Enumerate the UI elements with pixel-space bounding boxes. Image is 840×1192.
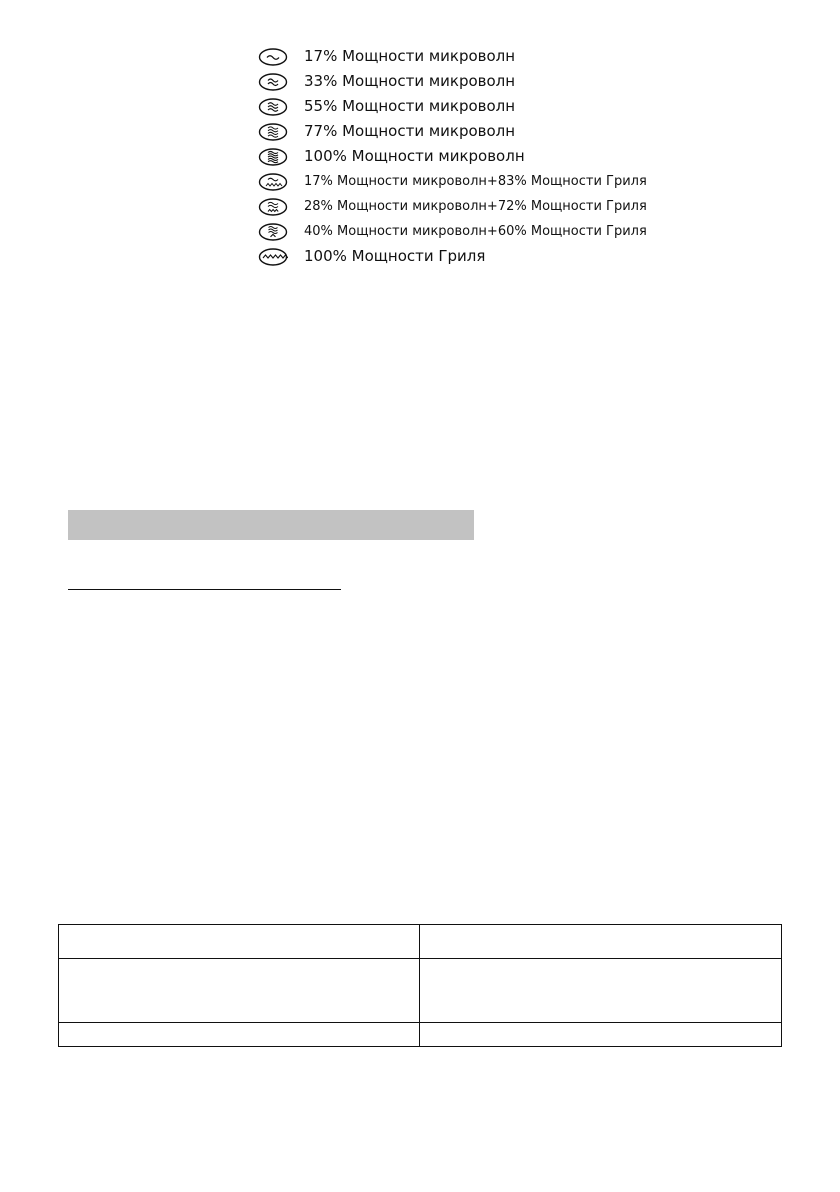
power-level-item bbox=[258, 244, 647, 269]
table-row bbox=[59, 925, 782, 959]
power-level-item bbox=[258, 219, 647, 244]
table-cell bbox=[59, 925, 420, 959]
table-cell bbox=[420, 925, 782, 959]
table-cell bbox=[420, 1023, 782, 1047]
microwave-3-waves-icon bbox=[258, 97, 288, 117]
power-level-label: 77% Мощности микроволн bbox=[304, 122, 516, 140]
power-level-label: 100% Мощности микроволн bbox=[304, 147, 525, 165]
section-heading-bar bbox=[68, 510, 474, 540]
power-level-list bbox=[258, 44, 647, 269]
power-level-label: 40% Мощности микроволн+60% Мощности Гриля bbox=[304, 224, 647, 239]
power-level-item bbox=[258, 119, 647, 144]
power-level-item bbox=[258, 69, 647, 94]
table-cell bbox=[59, 1023, 420, 1047]
power-level-label: 100% Мощности Гриля bbox=[304, 247, 486, 265]
table-row bbox=[59, 959, 782, 1023]
combi-2-icon bbox=[258, 197, 288, 217]
microwave-2-waves-icon bbox=[258, 72, 288, 92]
table-cell bbox=[420, 959, 782, 1023]
microwave-1-wave-icon bbox=[258, 47, 288, 67]
power-level-label: 55% Мощности микроволн bbox=[304, 97, 516, 115]
power-level-item bbox=[258, 194, 647, 219]
power-level-label: 33% Мощности микроволн bbox=[304, 72, 516, 90]
power-level-item bbox=[258, 44, 647, 69]
microwave-full-icon bbox=[258, 147, 288, 167]
power-level-label: 28% Мощности микроволн+72% Мощности Гриля bbox=[304, 199, 647, 214]
grill-icon bbox=[258, 247, 288, 267]
spec-table bbox=[58, 924, 782, 1047]
table-cell bbox=[59, 959, 420, 1023]
power-level-item bbox=[258, 144, 647, 169]
power-level-label: 17% Мощности микроволн bbox=[304, 47, 516, 65]
power-level-item bbox=[258, 94, 647, 119]
subheading-underline bbox=[68, 589, 341, 590]
power-level-item bbox=[258, 169, 647, 194]
power-level-label: 17% Мощности микроволн+83% Мощности Гриля bbox=[304, 174, 647, 189]
combi-3-icon bbox=[258, 222, 288, 242]
table-row bbox=[59, 1023, 782, 1047]
combi-1-icon bbox=[258, 172, 288, 192]
microwave-4-waves-icon bbox=[258, 122, 288, 142]
